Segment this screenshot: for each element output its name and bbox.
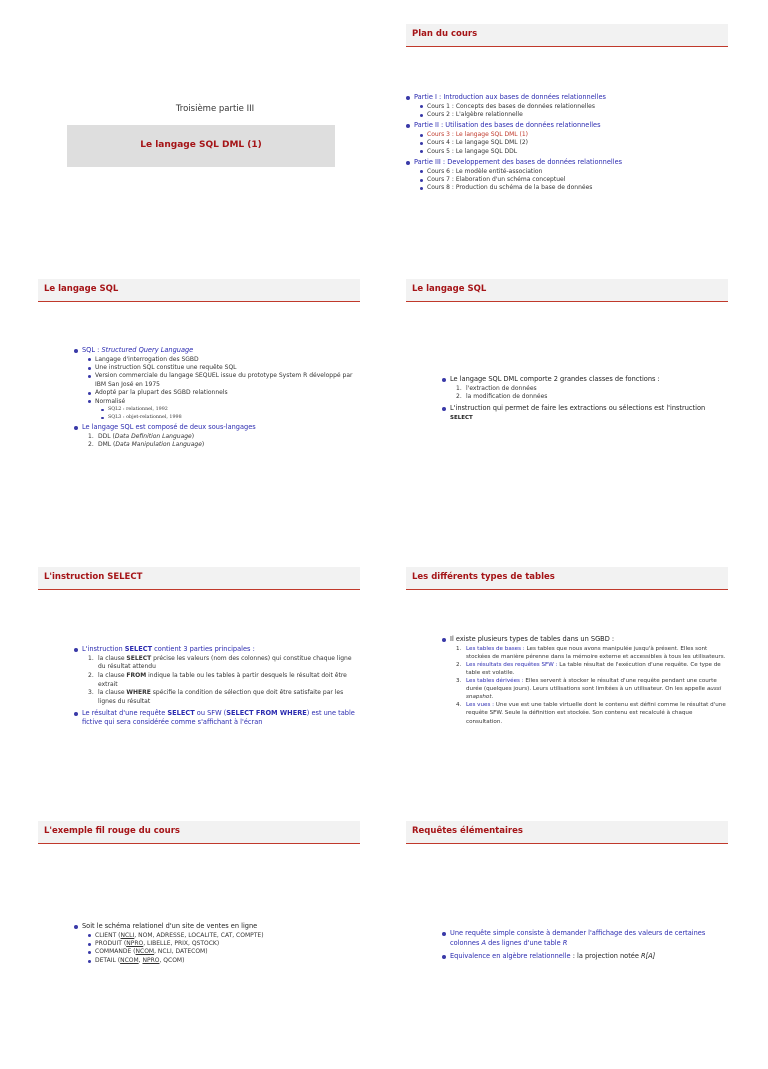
sql-norm: SQL2 : relationnel, 1992 — [101, 406, 360, 414]
relation-name: DETAIL ( — [95, 956, 121, 964]
lang-name: Data Manipulation Language — [115, 441, 202, 449]
plan-part-label: Partie I : Introduction aux bases de données relationnelles — [414, 93, 606, 101]
plan-part — [406, 121, 728, 156]
schema — [74, 922, 360, 965]
frame-title-bar — [38, 821, 360, 844]
sfw-keyword: SELECT — [167, 708, 195, 717]
relation-name: CLIENT ( — [95, 931, 121, 939]
relation-attributes: , QCOM) — [159, 956, 185, 964]
table-symbol: R — [562, 938, 568, 947]
plan-course: Cours 1 : Concepts des bases de données relationnelles — [420, 103, 728, 111]
sql-fact — [88, 398, 360, 422]
table-types — [442, 635, 728, 726]
sublanguage-item — [88, 433, 360, 442]
sql-fact: Une instruction SQL constitue une requête SQL — [88, 364, 360, 372]
sql-fact: Version commerciale du langage SEQUEL issue du prototype System R développé par IBM San José en 1975 — [88, 372, 360, 389]
select-parts — [74, 645, 360, 707]
item-text: l'extraction de données — [466, 384, 537, 392]
primary-key: NCOM — [135, 948, 155, 956]
slide-content — [38, 346, 360, 452]
plan-part-label: Partie III : Developpement des bases de données relationnelles — [414, 158, 623, 167]
sql-prefix: SQL : — [82, 346, 102, 354]
table-type-label: Les tables de bases : — [466, 645, 525, 652]
table-type-item — [456, 677, 728, 701]
slide-plan-du-cours — [406, 24, 728, 272]
frame-title-bar — [406, 24, 728, 47]
plan-part — [406, 158, 728, 193]
dml-function-item — [456, 385, 728, 394]
table-types-intro: Il existe plusieurs types de tables dans un SGBD : — [450, 635, 615, 643]
frame-title: Le langage SQL — [412, 284, 487, 294]
sfw-suffix: ) est une table fictive qui sera considérée comme s'affichant à l'écran — [82, 708, 355, 727]
slide-instruction-select — [38, 567, 360, 815]
slide-exemple-fil-rouge — [38, 821, 360, 1069]
slide-content — [406, 375, 728, 425]
slide-content — [38, 645, 360, 730]
plan-course-current: Cours 3 : Le langage SQL DML (1) — [420, 131, 728, 139]
item-number: 1. — [456, 384, 462, 392]
frame-title-bar — [406, 821, 728, 844]
relation-attributes: , NOM, ADRESSE, LOCALITE, CAT, COMPTE) — [134, 931, 264, 939]
primary-key: NPRO — [126, 939, 144, 947]
part-title: Le langage SQL DML (1) — [140, 140, 262, 150]
algebra-label: Equivalence en algèbre relationnelle — [450, 952, 571, 961]
sublanguages-label: Le langage SQL est composé de deux sous-langages — [82, 423, 256, 432]
plan-list — [406, 93, 728, 193]
table-type-text: La table résultat de l'exécution d'une requête. Ce type de table est volatile. — [466, 661, 721, 676]
slide-content — [406, 93, 728, 195]
sql-fact: Adopté par la plupart des SGBD relationnels — [88, 389, 360, 397]
sql-fact: Langage d'interrogation des SGBD — [88, 356, 360, 364]
clause-text: précise les valeurs (nom des colonnes) qui constitue chaque ligne du résultat attendu — [98, 654, 352, 671]
select-keyword: SELECT — [124, 645, 153, 653]
select-text: L'instruction qui permet de faire les extractions ou sélections est l'instruction — [450, 403, 706, 412]
clause-text: indique la table ou les tables à partir desquels le résultat doit être extrait — [98, 671, 347, 688]
table-type-label: Les vues : — [466, 702, 495, 709]
plan-part-label: Partie II : Utilisation des bases de données relationnelles — [414, 121, 601, 130]
slide-langage-sql-dml — [406, 279, 728, 527]
table-type-label: Les tables dérivées : — [466, 677, 524, 684]
lang-suffix: ) — [191, 432, 195, 440]
plan-course: Cours 2 : L'algèbre relationnelle — [420, 111, 728, 119]
item-number: 2. — [88, 441, 94, 449]
slide-content — [406, 929, 728, 964]
item-number: 2. — [456, 393, 462, 401]
item-text: la modification de données — [466, 393, 548, 401]
clause-prefix: la clause — [98, 654, 127, 662]
frame-title-bar — [38, 279, 360, 302]
part-title-box — [67, 125, 335, 167]
select-parts-prefix: L'instruction — [82, 645, 125, 653]
slide-types-de-tables — [406, 567, 728, 815]
clause-text: spécifie la condition de sélection que doit être satisfaite par les lignes du résultat — [98, 689, 344, 705]
relation-item — [88, 948, 360, 956]
plan-course: Cours 4 : Le langage SQL DML (2) — [420, 139, 728, 147]
primary-key: NPRO — [142, 956, 160, 964]
slide-langage-sql — [38, 279, 360, 527]
columns-symbol: A — [481, 938, 486, 947]
sql-fact-text: Normalisé — [95, 397, 126, 405]
simple-query-text: Une requête simple consiste à demander l'affichage des valeurs de certaines colonnes — [450, 929, 706, 947]
table-type-item — [456, 661, 728, 677]
table-type-label: Les résultats des requêtes SFW : — [466, 661, 558, 668]
clause-item — [88, 672, 360, 689]
frame-title-bar — [406, 567, 728, 590]
frame-title: Le langage SQL — [44, 284, 119, 294]
frame-title-bar — [38, 567, 360, 590]
clause-prefix: la clause — [98, 671, 127, 679]
schema-intro: Soit le schéma relationel d'un site de ventes en ligne — [82, 922, 258, 930]
item-number: 2. — [88, 671, 94, 679]
sublanguage-item — [88, 441, 360, 450]
algebra-text: : la projection notée — [570, 952, 642, 961]
lang-suffix: ) — [201, 441, 205, 449]
clause-keyword: SELECT — [126, 654, 152, 662]
sql-norm: SQL3 : objet-relationnel, 1998 — [101, 414, 360, 422]
table-type-text: Une vue est une table virtuelle dont le contenu est défini comme le résultat d'une requête SFW. Seule la définition est stockée. Son contenu est recalculé à chaque consultation. — [466, 702, 726, 725]
item-number: 2. — [456, 661, 462, 668]
clause-item — [88, 689, 360, 706]
relation-attributes: , LIBELLE, PRIX, QSTOCK) — [143, 939, 220, 947]
relation-name: COMMANDE ( — [95, 948, 136, 956]
item-number: 3. — [88, 689, 94, 697]
item-number: 4. — [456, 702, 462, 709]
relation-name: PRODUIT ( — [95, 939, 127, 947]
select-keyword: SELECT — [450, 415, 473, 422]
frame-title: Requêtes élémentaires — [412, 826, 523, 836]
sql-sublanguages — [74, 423, 360, 450]
dml-functions — [442, 375, 728, 402]
item-number: 3. — [456, 677, 462, 684]
frame-title-bar — [406, 279, 728, 302]
sql-expansion: Structured Query Language — [101, 346, 194, 354]
plan-course: Cours 5 : Le langage SQL DDL — [420, 148, 728, 156]
clause-item — [88, 655, 360, 672]
slide-requetes-elementaires — [406, 821, 728, 1069]
dml-functions-text: Le langage SQL DML comporte 2 grandes classes de fonctions : — [450, 375, 660, 383]
relation-item: DETAIL (NCOM, NPRO, QCOM) — [88, 957, 360, 965]
item-number: 1. — [456, 645, 462, 652]
slide-content — [406, 635, 728, 728]
select-statement — [442, 404, 728, 424]
table-type-text: Elles servent à stocker le résultat d'une requête pendant une courte durée (quelques jours). Leurs utilisations sont limitées à un utilisateur. On les appelle — [466, 677, 717, 693]
relation-item — [88, 932, 360, 940]
projection-expression: R[A] — [641, 952, 656, 961]
table-type-tail: . — [491, 694, 494, 701]
plan-course: Cours 7 : Elaboration d'un schéma conceptuel — [420, 176, 728, 184]
sfw-result — [74, 709, 360, 728]
frame-title: Les différents types de tables — [412, 572, 555, 582]
plan-part — [406, 93, 728, 119]
simple-query-mid: des lignes d'une table — [486, 938, 563, 947]
plan-course: Cours 6 : Le modèle entité-association — [420, 168, 728, 176]
select-parts-suffix: contient 3 parties principales : — [152, 645, 255, 653]
table-type-italic: aussi snapshot — [466, 686, 722, 701]
slide-content — [38, 922, 360, 967]
item-number: 1. — [88, 654, 94, 662]
relation-attributes: , NCLI, DATECOM) — [154, 948, 208, 956]
relation-item — [88, 940, 360, 948]
clause-keyword: FROM — [126, 671, 147, 679]
table-type-item — [456, 645, 728, 661]
table-type-text: Les tables que nous avons manipulée jusqu'à présent. Elles sont stockées de manière pérenne dans la mémoire externe et accessibles à tous les utilisateurs. — [466, 645, 726, 660]
algebra-equivalence — [442, 952, 728, 962]
part-label: Troisième partie III — [175, 104, 255, 114]
primary-key: NCLI — [120, 931, 135, 939]
table-type-item — [456, 701, 728, 725]
sfw-prefix: Le résultat d'une requête — [82, 708, 168, 717]
sql-definition — [74, 346, 360, 421]
lang-prefix: DML ( — [98, 441, 116, 449]
frame-title: L'instruction SELECT — [44, 572, 143, 582]
lang-prefix: DDL ( — [98, 432, 115, 440]
lang-name: Data Definition Language — [114, 432, 192, 440]
slide-part-title — [38, 24, 360, 272]
sfw-mid: ou SFW ( — [194, 708, 227, 717]
clause-keyword: WHERE — [126, 689, 151, 697]
dml-function-item — [456, 393, 728, 402]
frame-title: Plan du cours — [412, 29, 478, 39]
primary-key: NCOM — [120, 956, 139, 964]
frame-title: L'exemple fil rouge du cours — [44, 826, 180, 836]
sfw-keyword: SELECT FROM WHERE — [226, 708, 307, 717]
item-number: 1. — [88, 432, 94, 440]
plan-course: Cours 8 : Production du schéma de la base de données — [420, 184, 728, 192]
simple-query — [442, 929, 728, 948]
clause-prefix: la clause — [98, 689, 127, 697]
